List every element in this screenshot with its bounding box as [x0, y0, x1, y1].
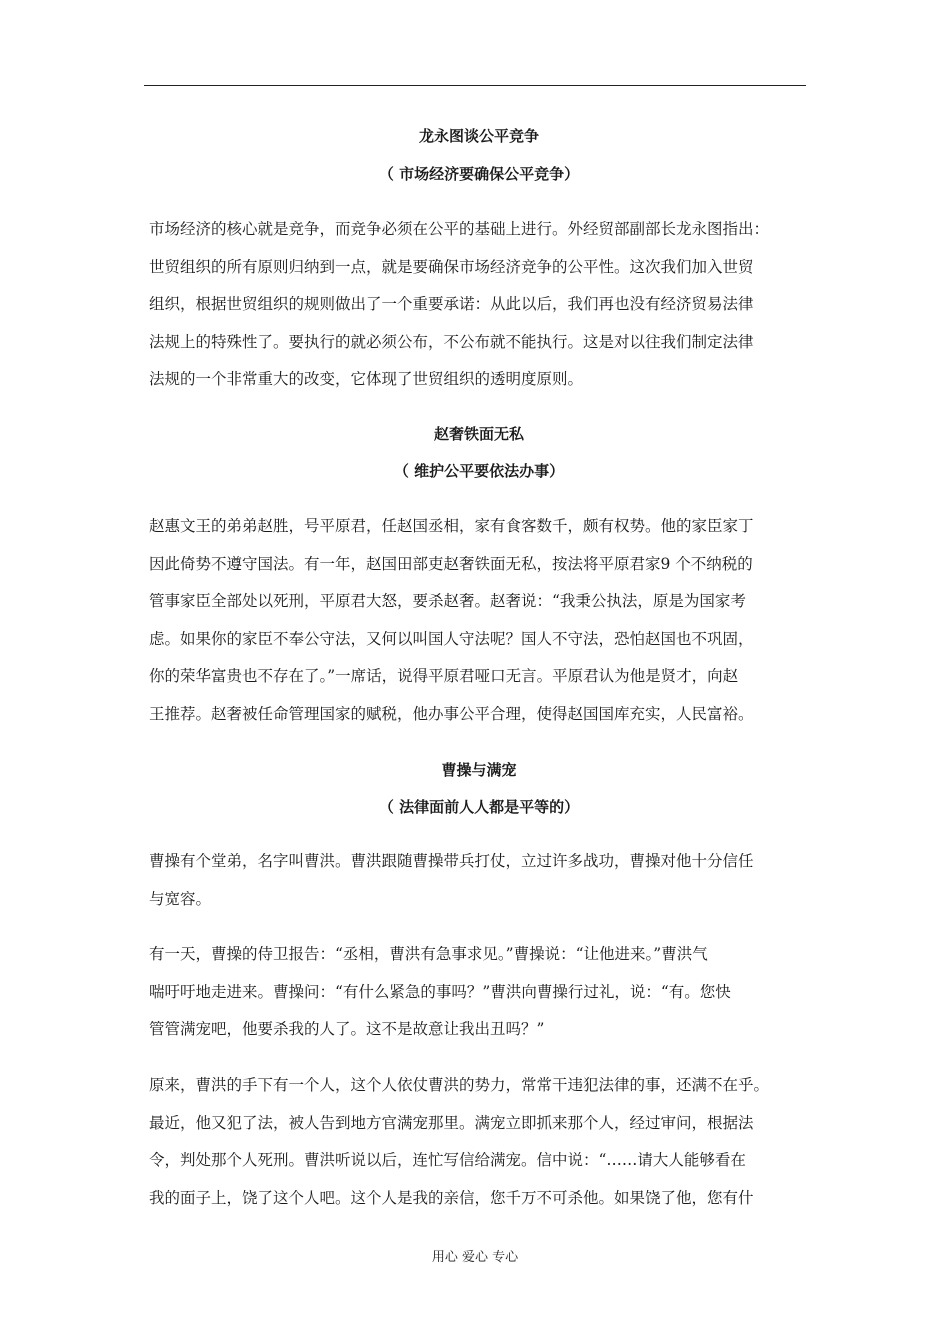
- paragraph-line: 法规的一个非常重大的改变，它体现了世贸组织的透明度原则。: [149, 370, 584, 388]
- paragraph-line: 管管满宠吧，他要杀我的人了。这不是故意让我出丑吗？”: [149, 1020, 545, 1038]
- paragraph-line: 最近，他又犯了法，被人告到地方官满宠那里。满宠立即抓来那个人，经过审问，根据法: [149, 1113, 754, 1132]
- paragraph-line: 令，判处那个人死刑。曹洪听说以后，连忙写信给满宠。信中说：“……请大人能够看在: [149, 1151, 746, 1169]
- paragraph: [149, 936, 817, 1049]
- paragraph-line: 我的面子上，饶了这个人吧。这个人是我的亲信，您千万不可杀他。如果饶了他，您有什: [149, 1188, 754, 1207]
- section-title: 赵奢铁面无私: [433, 425, 524, 443]
- section-title: 曹操与满宠: [441, 761, 517, 779]
- page-footer: 用心 爱心 专心: [431, 1250, 519, 1265]
- paragraph: [149, 1067, 817, 1217]
- paragraph-line: 原来，曹洪的手下有一个人，这个人依仗曹洪的势力，常常干违犯法律的事，还满不在乎。: [149, 1076, 770, 1094]
- paragraph-line: 市场经济的核心就是竞争，而竞争必须在公平的基础上进行。外经贸部副部长龙永图指出：: [149, 220, 770, 238]
- paragraph-line: 组织，根据世贸组织的规则做出了一个重要承诺：从此以后，我们再也没有经济贸易法律: [149, 295, 754, 313]
- paragraph-line: 因此倚势不遵守国法。有一年，赵国田部吏赵奢铁面无私，按法将平原君家9 个不纳税的: [149, 554, 753, 573]
- paragraph: [149, 843, 817, 918]
- paragraph: [149, 211, 817, 399]
- paragraph-line: 法规上的特殊性了。要执行的就必须公布，不公布就不能执行。这是对以往我们制定法律: [149, 332, 754, 351]
- paragraph-line: 有一天，曹操的侍卫报告：“丞相，曹洪有急事求见。”曹操说：“让他进来。”曹洪气: [149, 945, 708, 963]
- section-title: 龙永图谈公平竞争: [418, 127, 539, 145]
- header-rule: [144, 85, 806, 86]
- paragraph-line: 喘吁吁地走进来。曹操问：“有什么紧急的事吗？”曹洪向曹操行过礼，说：“有。您快: [149, 982, 731, 1001]
- paragraph-line: 虑。如果你的家臣不奉公守法，又何以叫国人守法呢？国人不守法，恐怕赵国也不巩固，: [149, 629, 754, 648]
- paragraph-line: 与宽容。: [149, 889, 212, 908]
- section-subtitle: （ 法律面前人人都是平等的）: [378, 798, 580, 816]
- paragraph-line: 世贸组织的所有原则归纳到一点，就是要确保市场经济竞争的公平性。这次我们加入世贸: [149, 257, 754, 276]
- paragraph-line: 王推荐。赵奢被任命管理国家的赋税，他办事公平合理，使得赵国国库充实，人民富裕。: [149, 704, 754, 723]
- paragraph-line: 赵惠文王的弟弟赵胜，号平原君，任赵国丞相，家有食客数千，颇有权势。他的家臣家丁: [149, 517, 754, 535]
- paragraph: [149, 508, 817, 733]
- paragraph-line: 管事家臣全部处以死刑，平原君大怒，要杀赵奢。赵奢说：“我秉公执法，原是为国家考: [149, 592, 746, 610]
- section-subtitle: （ 维护公平要依法办事）: [393, 462, 565, 480]
- paragraph-line: 你的荣华富贵也不存在了。”一席话，说得平原君哑口无言。平原君认为他是贤才，向赵: [149, 667, 739, 685]
- paragraph-line: 曹操有个堂弟，名字叫曹洪。曹洪跟随曹操带兵打仗，立过许多战功，曹操对他十分信任: [149, 852, 754, 870]
- section-subtitle: （ 市场经济要确保公平竞争）: [378, 165, 580, 183]
